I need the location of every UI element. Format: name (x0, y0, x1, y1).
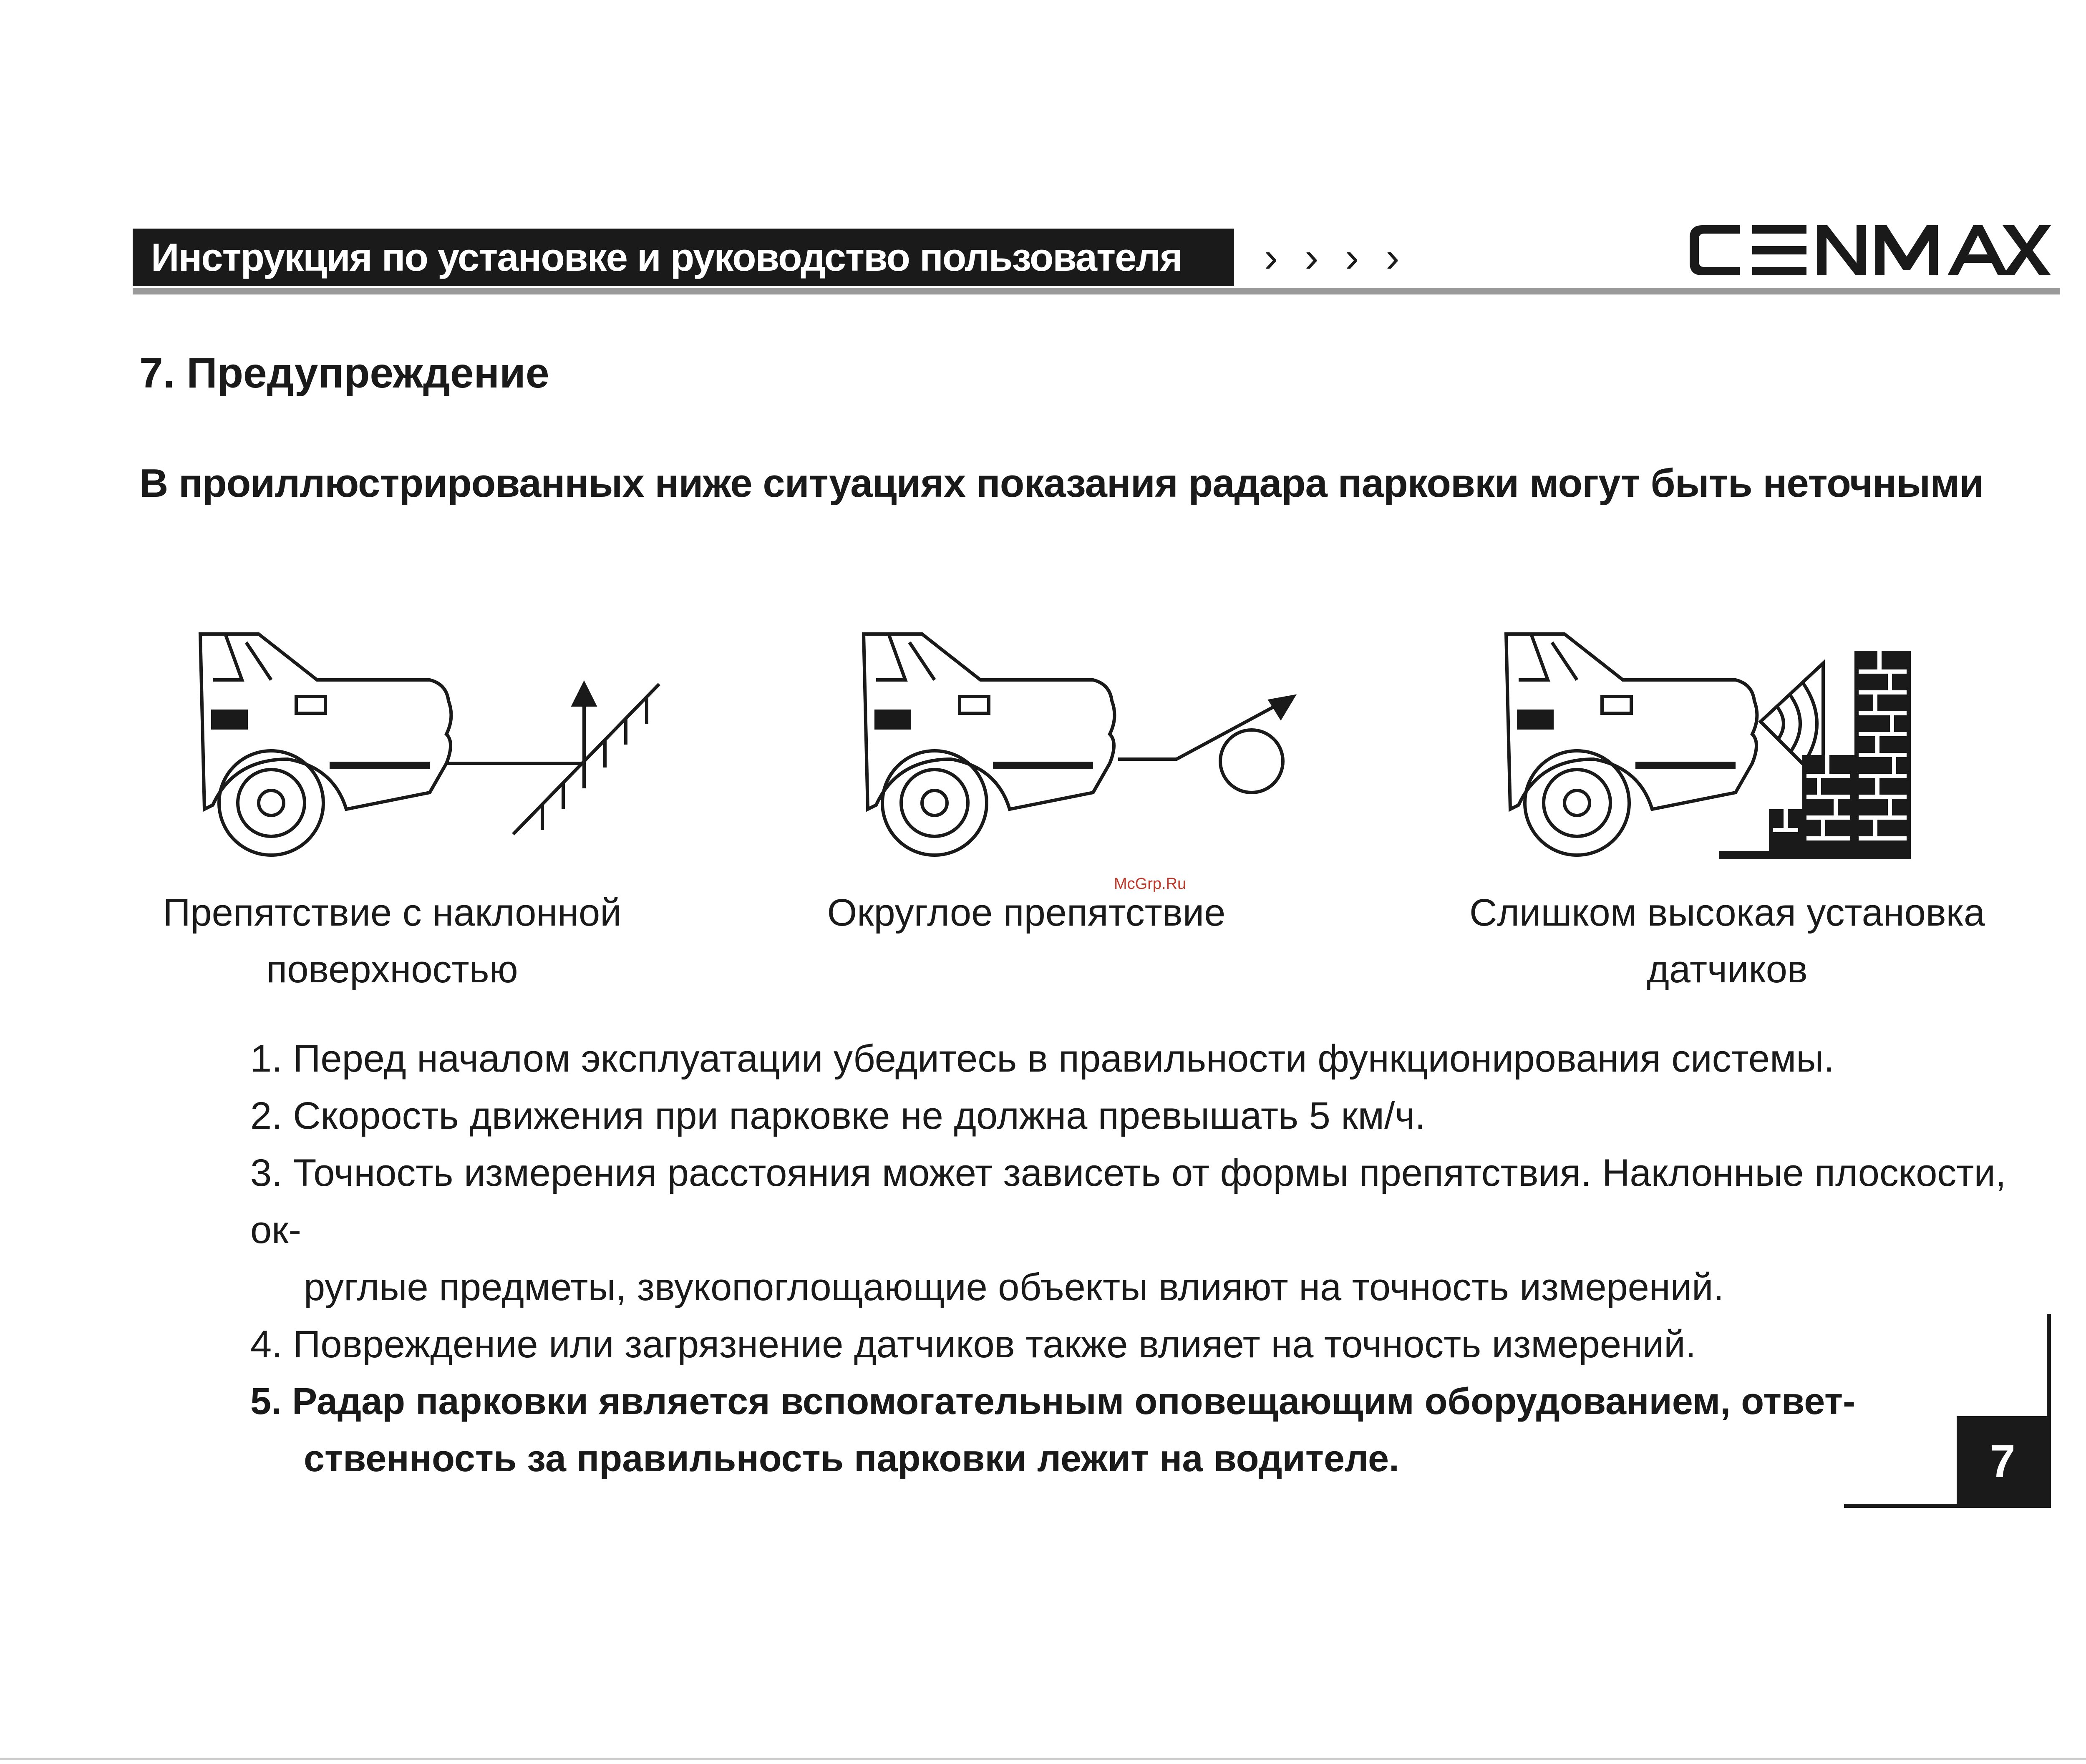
header-divider (133, 288, 2060, 294)
figure-caption-sloped: Препятствие с наклонной поверхностью (163, 891, 622, 991)
cenmax-logo (1685, 217, 2053, 284)
car-round-obstacle-icon (859, 617, 1360, 868)
list-item (250, 1087, 2044, 1145)
bottom-divider (0, 1758, 2086, 1760)
list-item-text: 3. Точность измерения расстояния может зависеть от формы препятствия. Наклонные плоскости, ок- (250, 1152, 2006, 1251)
list-item (250, 1145, 2044, 1316)
list-item-emphasis (250, 1373, 2044, 1487)
list-item-text: 2. Скорость движения при парковке не должна превышать 5 км/ч. (250, 1095, 1426, 1137)
list-item-text: 5. Радар парковки является вспомогательным оповещающим оборудованием, ответ- (250, 1381, 1856, 1422)
document-title: Инструкция по установке и руководство пользователя (151, 235, 1182, 279)
list-item-text: 1. Перед началом эксплуатации убедитесь в правильности функционирования системы. (250, 1037, 1834, 1080)
list-item-continuation: руглые предметы, звукопоглощающие объекты влияют на точность измерений. (304, 1266, 1724, 1309)
car-high-sensor-wall-icon (1502, 617, 2003, 868)
list-item-text: 4. Повреждение или загрязнение датчиков также влияет на точность измерений. (250, 1323, 1696, 1366)
section-subtitle: В проиллюстрированных ниже ситуациях показания радара парковки могут быть неточными (139, 461, 1984, 506)
section-title: 7. Предупреждение (139, 349, 549, 397)
list-item-continuation: ственность за правильность парковки лежит на водителе. (304, 1438, 1400, 1480)
list-item (250, 1316, 2044, 1373)
page-number: 7 (1957, 1416, 2048, 1507)
warning-list (250, 1030, 2044, 1487)
header-arrows: › › › › (1264, 234, 1407, 281)
watermark: McGrp.Ru (1114, 875, 1187, 893)
figure-caption-round: Округлое препятствие (827, 891, 1226, 934)
figure-caption-high-sensors: Слишком высокая установка датчиков (1469, 891, 1985, 991)
car-sloped-obstacle-icon (196, 617, 697, 868)
list-item (250, 1030, 2044, 1087)
